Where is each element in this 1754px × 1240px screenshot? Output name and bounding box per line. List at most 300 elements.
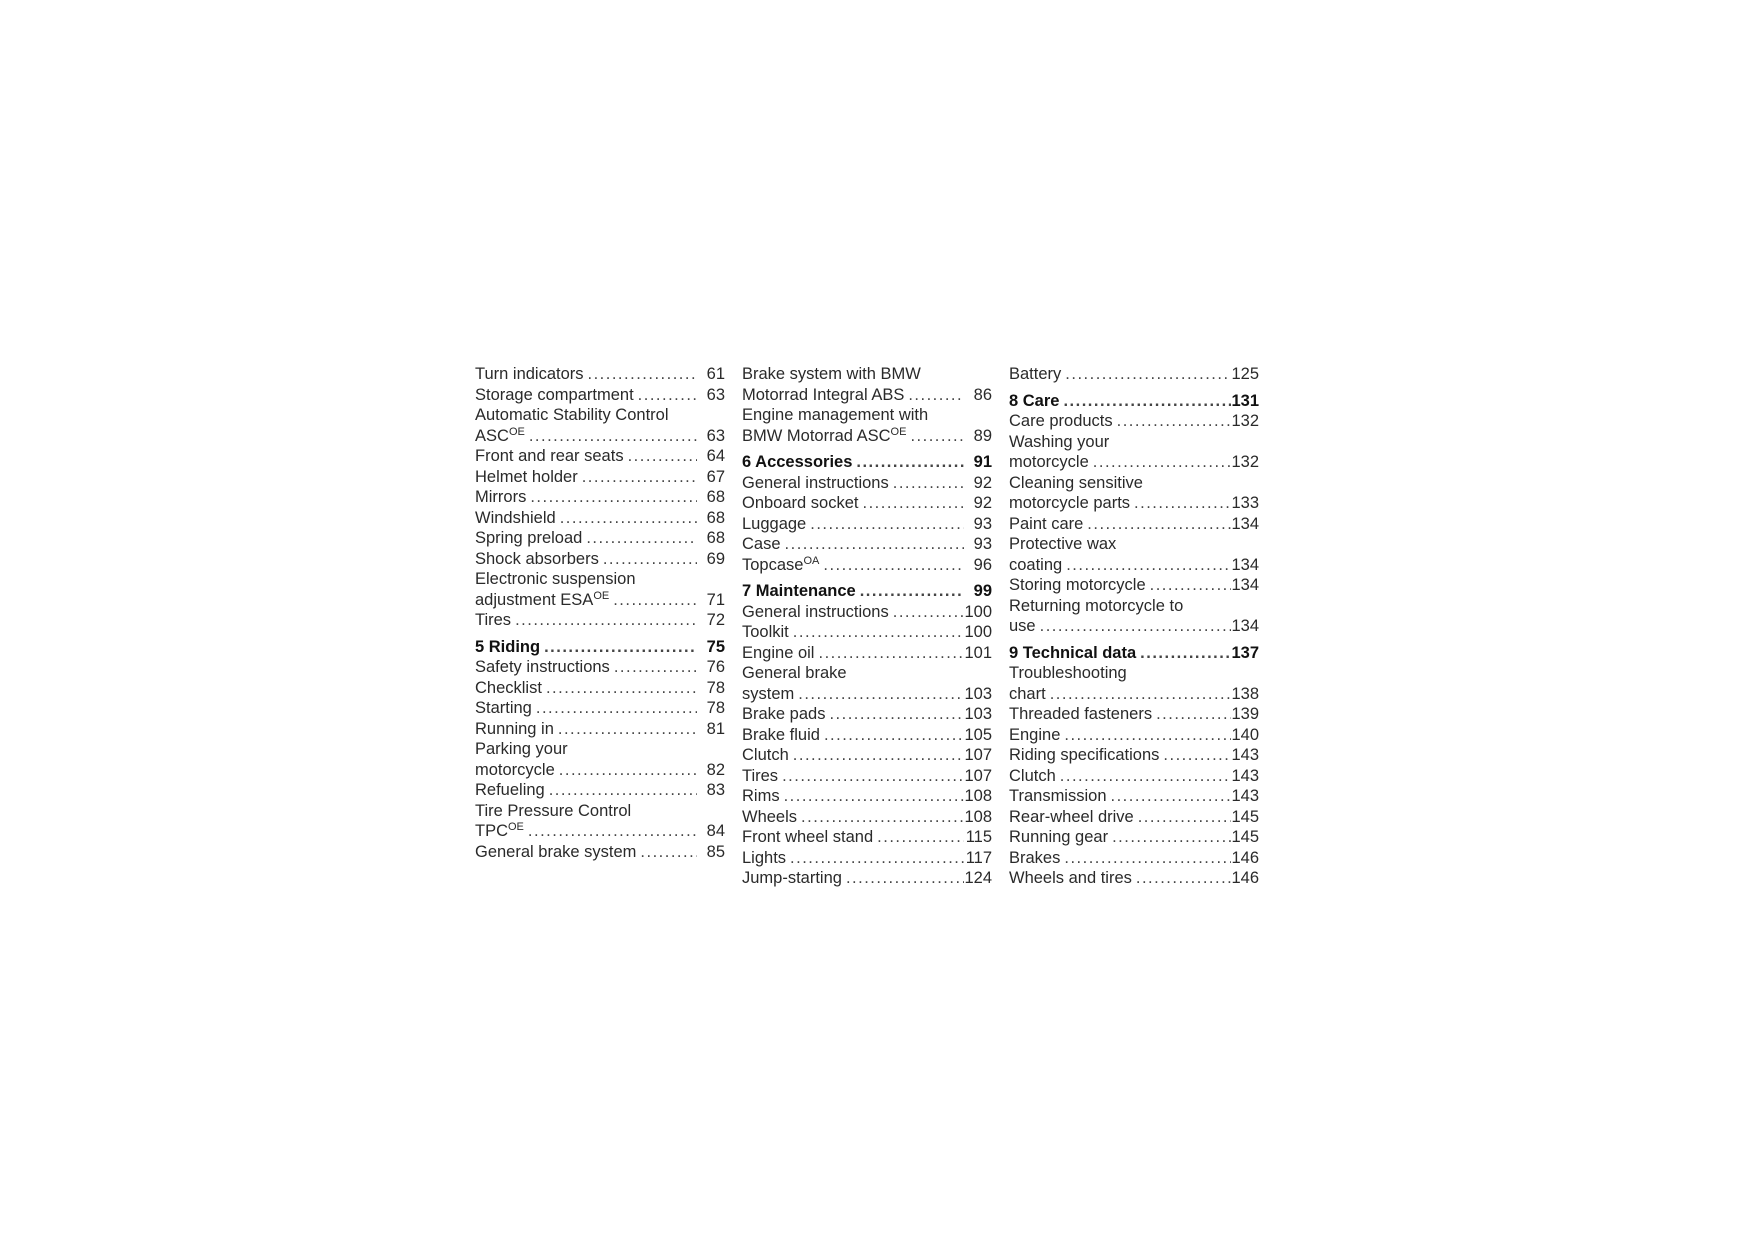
- toc-page-number: 117: [965, 848, 992, 867]
- dot-leader: [1134, 807, 1231, 828]
- toc-entry-title-text: BMW Motorrad ASC: [742, 426, 891, 445]
- toc-entry[interactable]: [475, 801, 725, 842]
- toc-entry-row: [475, 678, 725, 699]
- toc-entry-title: [475, 467, 578, 488]
- toc-entry-title-line: Troubleshooting: [1009, 664, 1127, 682]
- toc-page-number: 92: [973, 473, 992, 492]
- toc-page-number: 85: [706, 842, 725, 861]
- dot-leader: [789, 622, 964, 643]
- toc-entry-title: [475, 780, 545, 801]
- toc-entry-row: [742, 426, 992, 447]
- toc-entry-title-line: Tire Pressure Control: [475, 801, 632, 820]
- toc-entry-title-text: Running in: [475, 719, 554, 738]
- dot-leader: [624, 446, 697, 467]
- toc-chapter-heading[interactable]: [742, 581, 992, 602]
- toc-entry-row: [475, 467, 725, 488]
- toc-entry[interactable]: [475, 657, 725, 678]
- toc-entry-title-text: 8 Care: [1009, 391, 1060, 410]
- toc-page-number: 78: [706, 678, 725, 697]
- toc-page-number: 134: [1231, 576, 1259, 594]
- toc-entry-title: [742, 581, 856, 602]
- dot-leader: [873, 827, 964, 848]
- toc-entry-title: [1009, 868, 1132, 889]
- toc-entry-title-text: Windshield: [475, 508, 556, 527]
- toc-entry-title: [742, 426, 906, 447]
- toc-entry[interactable]: [475, 508, 725, 529]
- toc-entry[interactable]: [475, 405, 725, 446]
- toc-entry-row: [475, 385, 725, 406]
- toc-entry-title: [1009, 704, 1152, 725]
- dot-leader: [584, 364, 697, 385]
- toc-entry[interactable]: [1009, 848, 1259, 869]
- toc-entry-title-text: ASC: [475, 426, 509, 445]
- dot-leader: [1062, 555, 1231, 576]
- toc-entry-title-line: Electronic suspension: [475, 570, 636, 588]
- toc-entry-title: [475, 446, 624, 467]
- toc-entry-row: [742, 684, 992, 705]
- toc-entry-title: [1009, 643, 1136, 664]
- toc-entry-row: [1009, 364, 1259, 385]
- toc-page-number: 125: [1231, 365, 1259, 383]
- toc-entry-row: [742, 786, 992, 807]
- toc-entry[interactable]: [1009, 766, 1259, 787]
- toc-entry-row: [742, 581, 992, 602]
- dot-leader: [1089, 452, 1231, 473]
- toc-entry-row: [475, 508, 725, 529]
- dot-leader: [889, 473, 964, 494]
- toc-entry-row: [1009, 391, 1259, 412]
- toc-entry-title: [742, 385, 904, 406]
- toc-page-number: 132: [1231, 412, 1259, 430]
- toc-page-number: 61: [706, 365, 725, 383]
- toc-entry-row: [475, 610, 725, 631]
- dot-leader: [582, 528, 697, 549]
- toc-page-number: 124: [964, 869, 992, 887]
- toc-page-number: 86: [973, 385, 992, 404]
- toc-entry[interactable]: [742, 848, 992, 869]
- toc-page-number: 143: [1231, 746, 1259, 764]
- toc-entry-title: [475, 842, 636, 863]
- toc-entry-title: [1009, 725, 1060, 746]
- toc-entry-title-line: Protective wax: [1009, 535, 1117, 553]
- toc-entry-title: [742, 555, 819, 576]
- toc-entry-title-text: use: [1009, 617, 1036, 635]
- toc-page-number: 93: [973, 535, 992, 553]
- dot-leader: [1060, 848, 1231, 869]
- toc-entry-row: [742, 534, 992, 555]
- toc-chapter-heading[interactable]: [475, 637, 725, 658]
- toc-page-number: 89: [973, 426, 992, 445]
- toc-entry-title-text: Clutch: [742, 746, 789, 764]
- dot-leader: [786, 848, 964, 869]
- toc-entry-row: [475, 487, 725, 508]
- toc-entry-row: [475, 590, 725, 611]
- dot-leader: [1136, 643, 1231, 664]
- toc-entry-title-text: Starting: [475, 699, 532, 717]
- toc-entry[interactable]: [1009, 514, 1259, 535]
- toc-entry-title-text: Turn indicators: [475, 365, 584, 383]
- toc-entry-title-text: Storage compartment: [475, 385, 634, 404]
- toc-page-number: 134: [1231, 617, 1259, 635]
- toc-entry[interactable]: [742, 704, 992, 725]
- toc-entry[interactable]: [742, 514, 992, 535]
- toc-entry-title-text: 9 Technical data: [1009, 643, 1137, 662]
- toc-entry[interactable]: [742, 766, 992, 787]
- toc-entry-row: [1009, 868, 1259, 889]
- toc-entry-row: [742, 725, 992, 746]
- toc-entry[interactable]: [742, 745, 992, 766]
- toc-entry-title: [475, 487, 526, 508]
- toc-entry[interactable]: [475, 549, 725, 570]
- dot-leader: [906, 426, 964, 447]
- toc-entry-row: [742, 555, 992, 576]
- toc-entry-row: [475, 821, 725, 842]
- toc-entry-title-text: Front and rear seats: [475, 447, 624, 465]
- toc-entry[interactable]: [1009, 868, 1259, 889]
- toc-entry-row: [1009, 704, 1259, 725]
- toc-entry-title-text: Spring preload: [475, 529, 583, 547]
- toc-entry[interactable]: [1009, 807, 1259, 828]
- toc-entry[interactable]: [475, 364, 725, 385]
- toc-entry-title: [475, 385, 634, 406]
- toc-page-number: 78: [706, 699, 725, 717]
- toc-entry-row: [475, 426, 725, 447]
- toc-entry-row: [742, 514, 992, 535]
- dot-leader: [634, 385, 697, 406]
- toc-entry[interactable]: [1009, 411, 1259, 432]
- toc-entry-title-text: Shock absorbers: [475, 549, 599, 568]
- toc-entry-row: [1009, 848, 1259, 869]
- toc-entry-title-text: General brake system: [475, 842, 637, 861]
- toc-page-number: 107: [964, 766, 992, 785]
- toc-entry[interactable]: [742, 827, 992, 848]
- toc-entry[interactable]: [1009, 786, 1259, 807]
- toc-entry-row: [742, 704, 992, 725]
- dot-leader: [789, 745, 964, 766]
- toc-entry-title: [742, 452, 852, 473]
- toc-entry-title: [475, 528, 582, 549]
- toc-entry[interactable]: [475, 842, 725, 863]
- toc-page-number: 82: [706, 760, 725, 779]
- toc-page-number: 103: [964, 684, 992, 703]
- dot-leader: [1132, 868, 1231, 889]
- toc-entry[interactable]: [742, 663, 992, 704]
- toc-page-number: 146: [1231, 848, 1259, 867]
- dot-leader: [842, 868, 964, 889]
- toc-entry-row: [1009, 766, 1259, 787]
- toc-page-number: 101: [964, 643, 992, 662]
- toc-entry-title: [742, 827, 873, 848]
- toc-entry-title-text: 7 Maintenance: [742, 582, 856, 600]
- toc-page-number: 115: [965, 828, 992, 846]
- dot-leader: [555, 760, 697, 781]
- toc-entry-title: [1009, 848, 1060, 869]
- toc-entry[interactable]: [1009, 725, 1259, 746]
- toc-entry[interactable]: [1009, 745, 1259, 766]
- toc-page-number: 76: [706, 658, 725, 676]
- toc-page-number: 63: [706, 426, 725, 445]
- dot-leader: [545, 780, 697, 801]
- toc-entry-title: [1009, 411, 1113, 432]
- dot-leader: [556, 508, 697, 529]
- toc-page-number: 96: [973, 555, 992, 574]
- toc-entry[interactable]: [475, 467, 725, 488]
- toc-entry[interactable]: [742, 643, 992, 664]
- toc-entry-title-text: Engine: [1009, 725, 1061, 744]
- toc-entry[interactable]: [742, 786, 992, 807]
- toc-entry-title-text: adjustment ESA: [475, 590, 594, 609]
- toc-entry[interactable]: [742, 725, 992, 746]
- toc-page-number: 132: [1231, 453, 1259, 471]
- toc-entry-title-line: Washing your: [1009, 432, 1110, 451]
- toc-column-3: [1009, 364, 1276, 889]
- dot-leader: [1130, 493, 1231, 514]
- toc-entry-title-text: General instructions: [742, 473, 889, 492]
- toc-entry[interactable]: [742, 602, 992, 623]
- toc-page-number: 64: [706, 447, 725, 465]
- toc-entry-row: [742, 622, 992, 643]
- dot-leader: [540, 637, 697, 658]
- toc-entry-row: [1009, 684, 1259, 705]
- dot-leader: [610, 657, 697, 678]
- toc-entry-title: [1009, 827, 1108, 848]
- toc-entry-title: [1009, 684, 1046, 705]
- toc-entry-title: [475, 637, 540, 658]
- toc-entry-title: [742, 493, 858, 514]
- dot-leader: [858, 493, 964, 514]
- toc-entry-title-text: Threaded fasteners: [1009, 705, 1153, 723]
- toc-entry-title: [742, 725, 820, 746]
- toc-chapter-heading[interactable]: [1009, 643, 1259, 664]
- toc-page-number: 134: [1231, 555, 1259, 574]
- toc-entry-row: [742, 807, 992, 828]
- toc-entry[interactable]: [475, 528, 725, 549]
- toc-entry[interactable]: [475, 487, 725, 508]
- toc-entry-title-text: Toolkit: [742, 623, 789, 641]
- toc-entry-title-text: General instructions: [742, 602, 889, 621]
- toc-page-number: 81: [706, 719, 725, 738]
- toc-entry-title: [742, 745, 789, 766]
- dot-leader: [1059, 391, 1231, 412]
- toc-entry-title-text: Running gear: [1009, 828, 1109, 846]
- toc-entry-title-text: Clutch: [1009, 766, 1056, 785]
- toc-entry-row: [742, 827, 992, 848]
- toc-entry-title: [1009, 745, 1159, 766]
- toc-entry-title-text: Brakes: [1009, 848, 1061, 867]
- toc-page-number: 108: [964, 807, 992, 826]
- dot-leader: [1036, 616, 1231, 637]
- toc-entry-title: [1009, 616, 1036, 637]
- toc-entry-row: [1009, 745, 1259, 766]
- toc-entry-row: [742, 493, 992, 514]
- toc-page-number: 143: [1231, 787, 1259, 805]
- dot-leader: [599, 549, 697, 570]
- dot-leader: [1146, 575, 1231, 596]
- toc-entry-row: [742, 766, 992, 787]
- toc-entry[interactable]: [1009, 364, 1259, 385]
- toc-page-number: 134: [1231, 514, 1259, 533]
- toc-entry-title-text: Luggage: [742, 514, 807, 533]
- toc-entry[interactable]: [475, 446, 725, 467]
- toc-page-number: 84: [706, 822, 725, 840]
- toc-entry[interactable]: [742, 534, 992, 555]
- toc-entry[interactable]: [1009, 704, 1259, 725]
- dot-leader: [532, 698, 697, 719]
- toc-entry[interactable]: [475, 780, 725, 801]
- toc-entry[interactable]: [475, 739, 725, 780]
- dot-leader: [525, 426, 697, 447]
- toc-entry-title-text: Transmission: [1009, 787, 1107, 805]
- toc-entry[interactable]: [742, 807, 992, 828]
- toc-entry[interactable]: [1009, 432, 1259, 473]
- toc-entry[interactable]: [1009, 534, 1259, 575]
- toc-entry-row: [475, 528, 725, 549]
- toc-entry-title: [742, 684, 794, 705]
- toc-page-number: 71: [706, 590, 725, 609]
- toc-entry-superscript: OE: [593, 589, 610, 602]
- toc-entry[interactable]: [1009, 575, 1259, 596]
- toc-chapter-heading[interactable]: [742, 452, 992, 473]
- toc-page-number: 63: [706, 385, 725, 404]
- toc-entry-row: [742, 848, 992, 869]
- toc-entry-title-text: Topcase: [742, 555, 804, 574]
- toc-entry-row: [742, 473, 992, 494]
- dot-leader: [904, 385, 964, 406]
- toc-entry-row: [1009, 643, 1259, 664]
- dot-leader: [1061, 364, 1231, 385]
- toc-entry-title-text: 6 Accessories: [742, 453, 853, 471]
- dot-leader: [1152, 704, 1231, 725]
- toc-page-number: 83: [706, 781, 725, 799]
- toc-entry-row: [475, 549, 725, 570]
- toc-page-number: 140: [1231, 725, 1259, 744]
- toc-entry-title-text: motorcycle: [1009, 453, 1089, 471]
- toc-entry-title: [475, 760, 555, 781]
- toc-entry-title: [1009, 786, 1107, 807]
- toc-entry-superscript: OE: [508, 425, 525, 438]
- toc-entry[interactable]: [1009, 596, 1259, 637]
- toc-chapter-heading[interactable]: [1009, 391, 1259, 412]
- toc-page-number: 103: [964, 705, 992, 723]
- dot-leader: [636, 842, 697, 863]
- toc-entry[interactable]: [1009, 663, 1259, 704]
- dot-leader: [781, 534, 964, 555]
- toc-entry-title-text: Care products: [1009, 412, 1113, 430]
- toc-entry-title: [742, 848, 786, 869]
- dot-leader: [778, 766, 964, 787]
- toc-entry-row: [475, 657, 725, 678]
- toc-entry-title-text: 5 Riding: [475, 637, 541, 656]
- toc-entry-title-text: Brake fluid: [742, 725, 820, 744]
- toc-entry-row: [742, 745, 992, 766]
- toc-page-number: 107: [964, 746, 992, 764]
- toc-entry-title: [1009, 555, 1062, 576]
- toc-entry-title-text: Lights: [742, 848, 787, 867]
- toc-entry-title-text: Brake pads: [742, 705, 826, 723]
- toc-entry-title-text: Onboard socket: [742, 494, 859, 512]
- dot-leader: [609, 590, 697, 611]
- toc-entry-superscript: OE: [508, 821, 524, 833]
- dot-leader: [1113, 411, 1231, 432]
- toc-entry[interactable]: [742, 555, 992, 576]
- toc-entry-title-text: chart: [1009, 684, 1046, 703]
- toc-entry-title-line: Parking your: [475, 740, 568, 758]
- toc-entry-title: [742, 514, 806, 535]
- toc-entry-title-text: Storing motorcycle: [1009, 576, 1146, 594]
- toc-entry-row: [1009, 555, 1259, 576]
- toc-entry-title-text: Wheels and tires: [1009, 869, 1132, 887]
- toc-entry-title: [475, 549, 599, 570]
- toc-entry-row: [1009, 786, 1259, 807]
- toc-entry-title-text: Mirrors: [475, 488, 527, 506]
- toc-entry[interactable]: [475, 610, 725, 631]
- toc-entry-title-text: Wheels: [742, 807, 798, 826]
- dot-leader: [554, 719, 697, 740]
- toc-entry-title: [742, 704, 825, 725]
- toc-entry-row: [742, 602, 992, 623]
- toc-entry-title: [475, 698, 532, 719]
- toc-entry-title: [742, 807, 797, 828]
- toc-entry[interactable]: [1009, 827, 1259, 848]
- toc-entry-title: [475, 426, 525, 447]
- toc-page-number: 145: [1231, 828, 1259, 846]
- toc-entry-title-text: TPC: [475, 822, 508, 840]
- toc-entry-title-line: Returning motorcycle to: [1009, 596, 1184, 615]
- toc-entry-row: [1009, 411, 1259, 432]
- toc-entry-title-text: Paint care: [1009, 514, 1084, 533]
- toc-entry[interactable]: [742, 622, 992, 643]
- toc-entry-title-text: Tires: [742, 766, 779, 785]
- toc-entry-row: [1009, 807, 1259, 828]
- toc-entry[interactable]: [475, 719, 725, 740]
- toc-page-number: 146: [1231, 869, 1259, 887]
- toc-entry[interactable]: [475, 569, 725, 610]
- toc-entry-row: [1009, 827, 1259, 848]
- toc-page-number: 91: [973, 453, 992, 471]
- toc-entry[interactable]: [742, 364, 992, 405]
- toc-entry-title-text: Engine oil: [742, 643, 815, 662]
- toc-entry[interactable]: [742, 493, 992, 514]
- toc-entry-row: [475, 760, 725, 781]
- table-of-contents: [475, 364, 1276, 889]
- toc-page-number: 68: [706, 529, 725, 547]
- dot-leader: [1159, 745, 1231, 766]
- dot-leader: [1107, 786, 1232, 807]
- toc-entry-title: [742, 786, 780, 807]
- toc-entry-title-text: system: [742, 684, 795, 703]
- toc-entry-title-text: Rear-wheel drive: [1009, 807, 1134, 826]
- toc-page-number: 100: [964, 602, 992, 621]
- toc-column-2: [742, 364, 1009, 889]
- toc-entry[interactable]: [475, 698, 725, 719]
- toc-entry[interactable]: [475, 678, 725, 699]
- toc-entry-title: [1009, 364, 1061, 385]
- toc-entry-title-text: Checklist: [475, 678, 542, 697]
- toc-entry[interactable]: [1009, 473, 1259, 514]
- toc-entry[interactable]: [475, 385, 725, 406]
- toc-entry[interactable]: [742, 405, 992, 446]
- toc-entry[interactable]: [742, 868, 992, 889]
- toc-entry-superscript: OE: [890, 425, 907, 438]
- toc-entry[interactable]: [742, 473, 992, 494]
- toc-entry-title: [742, 602, 889, 623]
- toc-entry-title-text: motorcycle parts: [1009, 494, 1131, 512]
- toc-entry-title: [1009, 766, 1056, 787]
- dot-leader: [825, 704, 964, 725]
- toc-entry-title-text: coating: [1009, 555, 1063, 574]
- toc-entry-title-text: Helmet holder: [475, 467, 578, 486]
- toc-entry-row: [1009, 452, 1259, 473]
